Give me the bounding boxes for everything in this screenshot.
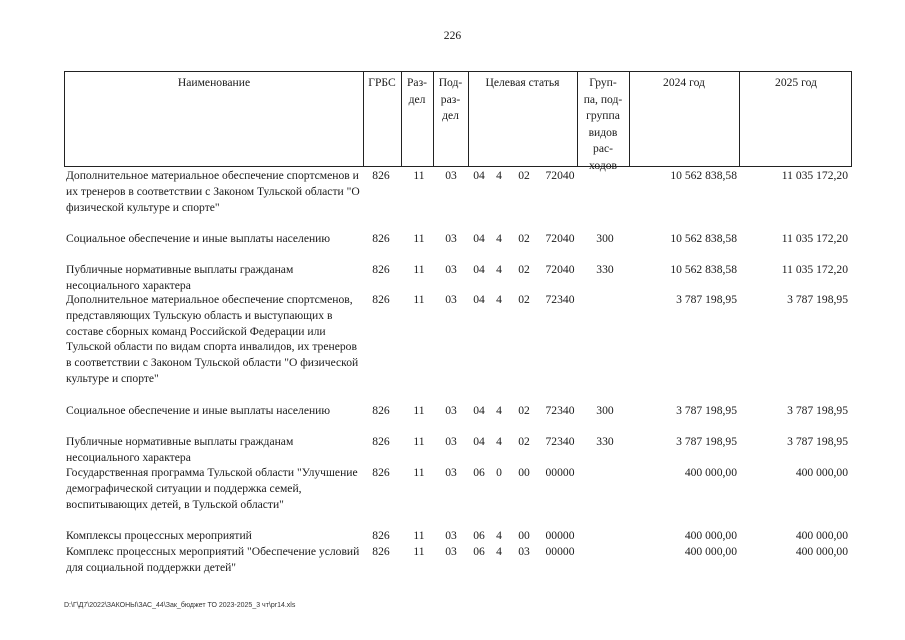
cell-year-2025: 400 000,00 xyxy=(795,529,848,542)
cell-podrazdel: 03 xyxy=(445,169,457,182)
cell-target-type: 4 xyxy=(496,545,502,558)
cell-target-subprogram: 02 xyxy=(518,263,530,276)
header-podrazdel: Под- раз- дел xyxy=(438,76,463,122)
cell-year-2025: 11 035 172,20 xyxy=(781,263,848,276)
cell-target-direction: 72340 xyxy=(545,293,575,306)
cell-podrazdel: 03 xyxy=(445,404,457,417)
cell-target-program: 04 xyxy=(473,169,485,182)
cell-expense-group: 330 xyxy=(596,263,614,276)
cell-target-type: 4 xyxy=(496,263,502,276)
cell-target-subprogram: 02 xyxy=(518,293,530,306)
cell-year-2024: 3 787 198,95 xyxy=(676,293,737,306)
cell-target-type: 4 xyxy=(496,293,502,306)
cell-expense-group: 300 xyxy=(596,404,614,417)
cell-target-subprogram: 03 xyxy=(518,545,530,558)
row-name: Публичные нормативные выплаты гражданам несоциального характера xyxy=(66,435,294,464)
cell-target-type: 4 xyxy=(496,404,502,417)
table-header xyxy=(64,71,852,172)
cell-podrazdel: 03 xyxy=(445,263,457,276)
cell-year-2024: 3 787 198,95 xyxy=(676,404,737,417)
header-name: Наименование xyxy=(177,76,251,89)
row-name: Дополнительное материальное обеспечение спортсменов, представляющих Тульскую область и выступающих в составе сборных команд Российской Федерации или Тульской области по видам спорта инвалидов, их тренеров в соответствии с Законом Тульской области "О физической культуре и спорте" xyxy=(66,293,359,385)
cell-year-2024: 10 562 838,58 xyxy=(670,232,737,245)
cell-target-program: 06 xyxy=(473,529,485,542)
cell-podrazdel: 03 xyxy=(445,435,457,448)
cell-razdel: 11 xyxy=(413,466,425,479)
cell-target-subprogram: 02 xyxy=(518,435,530,448)
cell-target-direction: 72340 xyxy=(545,435,575,448)
cell-target-subprogram: 02 xyxy=(518,404,530,417)
cell-target-program: 06 xyxy=(473,466,485,479)
cell-podrazdel: 03 xyxy=(445,545,457,558)
cell-target-subprogram: 02 xyxy=(518,169,530,182)
cell-year-2025: 3 787 198,95 xyxy=(787,404,848,417)
cell-target-type: 4 xyxy=(496,232,502,245)
header-razdel: Раз- дел xyxy=(406,76,428,106)
cell-target-program: 04 xyxy=(473,232,485,245)
cell-target-program: 04 xyxy=(473,293,485,306)
cell-target-program: 06 xyxy=(473,545,485,558)
header-year-2024: 2024 год xyxy=(663,76,705,89)
header-expense-group: Груп- па, под- группа видов рас- ходов xyxy=(583,76,623,172)
cell-year-2024: 3 787 198,95 xyxy=(676,435,737,448)
row-name: Дополнительное материальное обеспечение спортсменов и их тренеров в соответствии с Законом Тульской области "О физической культуре и спорте" xyxy=(66,169,360,214)
cell-year-2024: 10 562 838,58 xyxy=(670,263,737,276)
cell-grbs: 826 xyxy=(372,529,390,542)
cell-year-2024: 400 000,00 xyxy=(684,529,737,542)
cell-target-direction: 72340 xyxy=(545,404,575,417)
row-name: Социальное обеспечение и иные выплаты населению xyxy=(66,232,331,245)
cell-target-direction: 72040 xyxy=(545,263,575,276)
row-name: Комплекс процессных мероприятий "Обеспечение условий для социальной поддержки детей" xyxy=(66,545,360,574)
cell-target-direction: 00000 xyxy=(545,545,575,558)
row-name: Государственная программа Тульской области "Улучшение демографической ситуации и поддержка семей, воспитывающих детей, в Тульской области" xyxy=(66,466,358,511)
cell-razdel: 11 xyxy=(413,545,425,558)
row-name: Публичные нормативные выплаты гражданам несоциального характера xyxy=(66,263,294,292)
file-path-footer: D:\Г\Д7\2022\ЗАКОНЫ\ЗАС_44\Зак_бюджет ТО 2023-2025_3 чт\pr14.xls xyxy=(64,602,296,609)
cell-grbs: 826 xyxy=(372,169,390,182)
cell-target-subprogram: 00 xyxy=(518,529,530,542)
cell-expense-group: 300 xyxy=(596,232,614,245)
cell-target-type: 4 xyxy=(496,169,502,182)
cell-razdel: 11 xyxy=(413,435,425,448)
page-number: 226 xyxy=(443,29,462,42)
cell-expense-group: 330 xyxy=(596,435,614,448)
cell-razdel: 11 xyxy=(413,293,425,306)
cell-year-2025: 400 000,00 xyxy=(795,466,848,479)
cell-target-program: 04 xyxy=(473,435,485,448)
cell-razdel: 11 xyxy=(413,263,425,276)
row-name: Комплексы процессных мероприятий xyxy=(66,529,252,542)
cell-razdel: 11 xyxy=(413,404,425,417)
cell-year-2024: 400 000,00 xyxy=(684,466,737,479)
cell-podrazdel: 03 xyxy=(445,466,457,479)
cell-target-direction: 72040 xyxy=(545,232,575,245)
cell-grbs: 826 xyxy=(372,466,390,479)
cell-year-2024: 10 562 838,58 xyxy=(670,169,737,182)
header-grbs: ГРБС xyxy=(368,76,396,89)
cell-podrazdel: 03 xyxy=(445,293,457,306)
cell-grbs: 826 xyxy=(372,232,390,245)
cell-podrazdel: 03 xyxy=(445,232,457,245)
header-year-2025: 2025 год xyxy=(775,76,817,89)
cell-razdel: 11 xyxy=(413,169,425,182)
cell-target-type: 4 xyxy=(496,529,502,542)
cell-grbs: 826 xyxy=(372,263,390,276)
row-name: Социальное обеспечение и иные выплаты населению xyxy=(66,404,331,417)
cell-target-type: 0 xyxy=(496,466,502,479)
cell-target-direction: 00000 xyxy=(545,529,575,542)
cell-target-subprogram: 02 xyxy=(518,232,530,245)
cell-target-type: 4 xyxy=(496,435,502,448)
cell-year-2025: 11 035 172,20 xyxy=(781,232,848,245)
cell-grbs: 826 xyxy=(372,293,390,306)
cell-year-2025: 11 035 172,20 xyxy=(781,169,848,182)
cell-target-program: 04 xyxy=(473,263,485,276)
cell-razdel: 11 xyxy=(413,529,425,542)
cell-year-2025: 3 787 198,95 xyxy=(787,293,848,306)
cell-target-subprogram: 00 xyxy=(518,466,530,479)
cell-podrazdel: 03 xyxy=(445,529,457,542)
cell-grbs: 826 xyxy=(372,435,390,448)
cell-razdel: 11 xyxy=(413,232,425,245)
cell-year-2025: 400 000,00 xyxy=(795,545,848,558)
cell-grbs: 826 xyxy=(372,545,390,558)
cell-year-2025: 3 787 198,95 xyxy=(787,435,848,448)
header-target-article: Целевая статья xyxy=(485,76,560,89)
cell-year-2024: 400 000,00 xyxy=(684,545,737,558)
cell-target-direction: 00000 xyxy=(545,466,575,479)
cell-grbs: 826 xyxy=(372,404,390,417)
cell-target-direction: 72040 xyxy=(545,169,575,182)
cell-target-program: 04 xyxy=(473,404,485,417)
